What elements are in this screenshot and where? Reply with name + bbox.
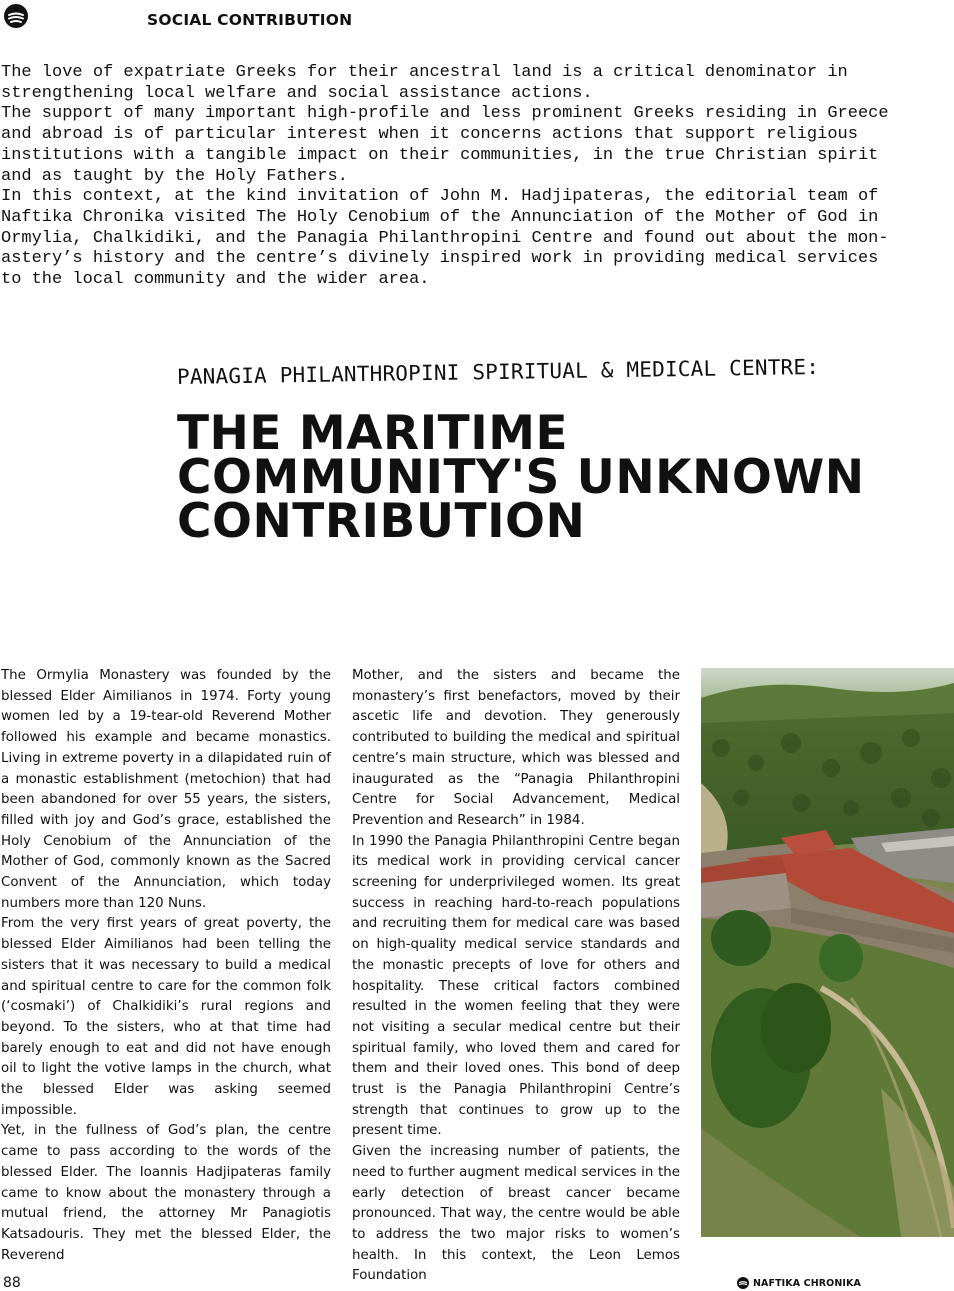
footer-brand bbox=[737, 1277, 861, 1289]
body-paragraph: Mother, and the sisters and became the monastery’s first benefactors, moved by their ascetic life and devotion. They generously contributed to building the medical and spiritual centre’s main structure, which was blessed and inaugurated as the “Panagia Philanthropini Centre for Social Advancement, Medical Prevention and Research” in 1984. bbox=[352, 668, 680, 828]
headline-line: COMMUNITY'S UNKNOWN bbox=[177, 450, 865, 505]
ship-wave-icon bbox=[737, 1277, 749, 1289]
magazine-logo-icon bbox=[4, 4, 28, 28]
article-kicker: PANAGIA PHILANTHROPINI SPIRITUAL & MEDICAL CENTRE: bbox=[176, 354, 820, 389]
intro-paragraph: The support of many important high-profile and less prominent Greeks residing in Greece and abroad is of particular interest when it concerns actions that support religious institutions with a tangible impact on their communities, in the true Christian spirit and as taught by the Holy Fathers. bbox=[1, 104, 889, 186]
article-column-1 bbox=[1, 666, 331, 1266]
body-paragraph: Yet, in the fullness of God’s plan, the centre came to pass according to the words of the blessed Elder. The Ioannis Hadjipateras family came to know about the monastery through a mutual friend, the attorney Mr Panagiotis Katsadouris. They met the blessed Elder, the Reverend bbox=[1, 1123, 331, 1263]
intro-paragraph: In this context, at the kind invitation of John M. Hadjipateras, the editorial team of Naftika Chronika visited The Holy Cenobium of the Annunciation of the Mother of God in Ormylia, Chalkidiki, and the Panagia Philanthropini Centre and found out about the mon- astery’s history and the centre’s divinely inspired work in providing medical services to the local community and the wider area. bbox=[1, 187, 889, 290]
intro-paragraph: The love of expatriate Greeks for their ancestral land is a critical denominator in strengthening local welfare and social assistance actions. bbox=[1, 63, 848, 103]
article-column-2 bbox=[352, 666, 680, 1287]
body-paragraph: Given the increasing number of patients, the need to further augment medical services in the early detection of breast cancer became pronounced. That way, the centre would be able to address the two major risks to women’s health. In this context, the Leon Lemos Foundation bbox=[352, 1144, 680, 1284]
footer-brand-name: NAFTIKA CHRONIKA bbox=[753, 1277, 861, 1289]
intro-text bbox=[1, 63, 941, 291]
page-number: 88 bbox=[3, 1275, 21, 1291]
body-paragraph: The Ormylia Monastery was founded by the blessed Elder Aimilianos in 1974. Forty young women led by a 19-tear-old Reverend Mother followed his example and became monastics. Living in extreme poverty in a dilapidated ruin of a monastic establishment (metochion) that had been abandoned for over 55 years, the sisters, filled with joy and God’s grace, established the Holy Cenobium of the Annunciation of the Mother of God, commonly known as the Sacred Convent of the Annunciation, which today numbers more than 120 Nuns. bbox=[1, 668, 331, 911]
body-paragraph: From the very first years of great poverty, the blessed Elder Aimilianos had been telling the sisters that it was necessary to build a medical and spiritual centre to care for the common folk (‘cosmaki’) of Chalkidiki’s rural regions and beyond. To the sisters, who at that time had barely enough to eat and did not have enough oil to light the votive lamps in the church, what the blessed Elder was asking seemed impossible. bbox=[1, 916, 331, 1118]
headline-line: THE MARITIME bbox=[177, 406, 569, 461]
headline-line: CONTRIBUTION bbox=[177, 494, 586, 549]
monastery-aerial-photo bbox=[701, 668, 954, 1237]
section-title: SOCIAL CONTRIBUTION bbox=[147, 11, 353, 29]
body-paragraph: In 1990 the Panagia Philanthropini Centre began its medical work in providing cervical cancer screening for underprivileged women. Its great success in reaching hard-to-reach populations and recruiting them for medical care was based on high-quality medical service standards and the monastic precepts of love for others and hospitality. These critical factors combined resulted in the women feeling that they were not visiting a secular medical centre but their spiritual family, who loved them and cared for them and their loved ones. This bond of deep trust is the Panagia Philanthropini Centre’s strength that continues to grow up to the present time. bbox=[352, 833, 680, 1139]
article-headline bbox=[177, 406, 947, 549]
